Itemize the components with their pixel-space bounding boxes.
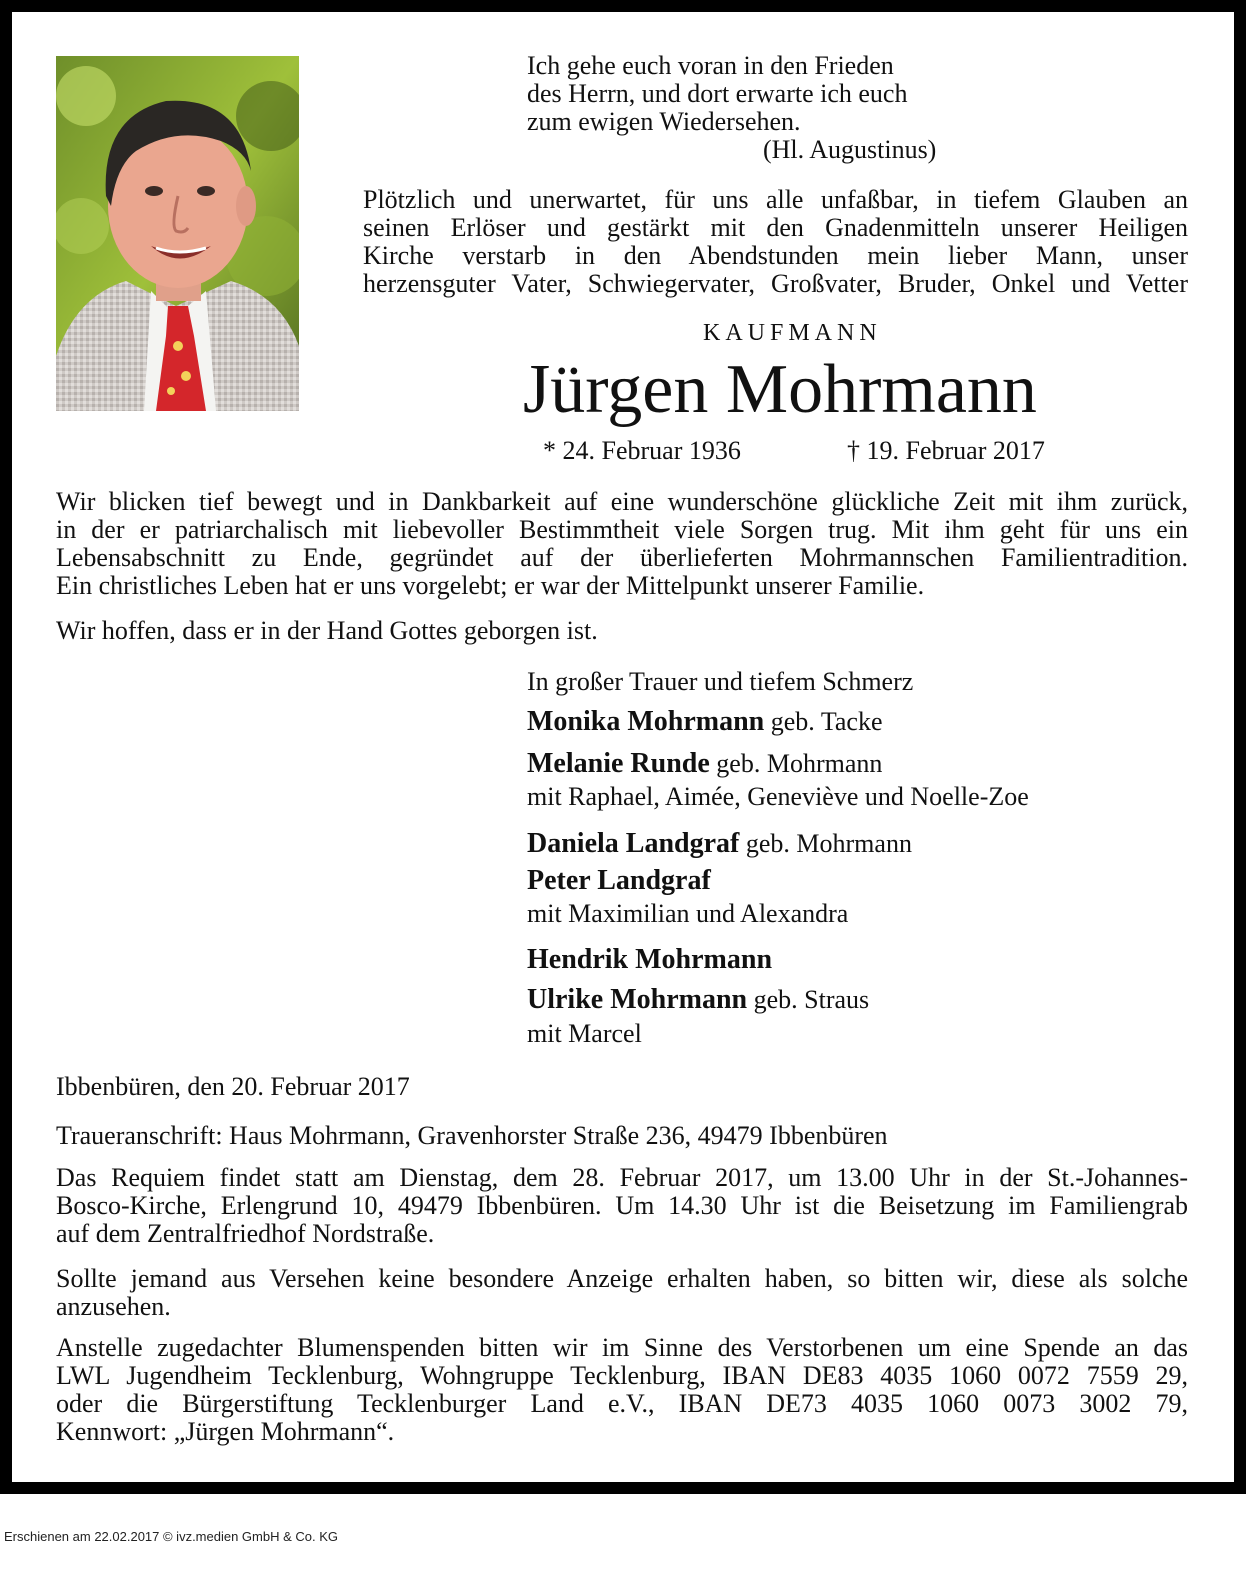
death-date: † 19. Februar 2017 [847,436,1045,465]
quote-line: des Herrn, und dort erwarte ich euch [527,79,908,108]
donation-line: LWL Jugendheim Tecklenburg, Wohngruppe Tecklenburg, IBAN DE83 4035 1060 0072 7559 29, [56,1361,1188,1390]
deceased-name: Jürgen Mohrmann [523,351,1037,428]
mourner-entry [527,946,772,974]
notice-paragraph [56,1265,1188,1321]
tribute-line: in der er patriarchalisch mit liebevoller Bestimmtheit viele Sorgen trug. Mit ihm geht für uns ein [56,515,1188,544]
donation-line: Kennwort: „Jürgen Mohrmann“. [56,1417,395,1446]
mourners-heading: In großer Trauer und tiefem Schmerz [527,667,914,696]
intro-paragraph [363,186,1188,298]
intro-line: Kirche verstarb in den Abendstunden mein lieber Mann, unser [363,241,1188,270]
mourner-note: mit Raphael, Aimée, Geneviève und Noelle-Zoe [527,782,1029,811]
requiem-line: Bosco-Kirche, Erlengrund 10, 49479 Ibbenbüren. Um 14.30 Uhr ist die Beisetzung im Familiengrab [56,1191,1188,1220]
mourner-name: Monika Mohrmann [527,706,765,737]
mourner-name: Daniela Landgraf [527,828,740,859]
mourner-suffix: geb. Mohrmann [709,749,883,778]
tribute-line: Wir blicken tief bewegt und in Dankbarkeit auf eine wunderschöne glückliche Zeit mit ihm zurück, [56,487,1188,516]
birth-date: * 24. Februar 1936 [543,436,741,465]
mourner-entry [527,867,711,895]
donation-paragraph [56,1334,1188,1446]
notice-line: anzusehen. [56,1292,171,1321]
portrait-photo [56,56,299,411]
requiem-paragraph [56,1164,1188,1248]
mourner-name: Peter Landgraf [527,865,711,896]
mourner-entry [527,750,882,778]
profession: KAUFMANN [703,320,882,346]
donation-line: Anstelle zugedachter Blumenspenden bitten wir im Sinne des Verstorbenen um eine Spende an das [56,1333,1188,1362]
mourner-suffix: geb. Tacke [764,707,883,736]
tribute-line: Ein christliches Leben hat er uns vorgelebt; er war der Mittelpunkt unserer Familie. [56,571,925,600]
quote-block [527,52,936,164]
mourner-suffix: geb. Mohrmann [739,829,912,858]
place-date: Ibbenbüren, den 20. Februar 2017 [56,1072,410,1101]
mourner-entry [527,708,883,736]
mourner-name: Ulrike Mohrmann [527,984,748,1015]
quote-line: zum ewigen Wiedersehen. [527,107,801,136]
intro-line: herzensguter Vater, Schwiegervater, Großvater, Bruder, Onkel und Vetter [363,269,1188,298]
requiem-line: Das Requiem findet statt am Dienstag, dem 28. Februar 2017, um 13.00 Uhr in der St.-Johannes- [56,1163,1188,1192]
mourner-name: Hendrik Mohrmann [527,944,773,975]
mourner-note: mit Marcel [527,1019,642,1048]
requiem-line: auf dem Zentralfriedhof Nordstraße. [56,1219,435,1248]
publication-credit: Erschienen am 22.02.2017 © ivz.medien GmbH & Co. KG [4,1529,339,1544]
mourner-note: mit Maximilian und Alexandra [527,899,849,928]
quote-attribution: (Hl. Augustinus) [763,135,937,164]
notice-line: Sollte jemand aus Versehen keine besondere Anzeige erhalten haben, so bitten wir, diese als solche [56,1264,1188,1293]
quote-line: Ich gehe euch voran in den Frieden [527,51,894,80]
mourner-entry [527,986,869,1014]
mourner-entry [527,830,912,858]
donation-line: oder die Bürgerstiftung Tecklenburger Land e.V., IBAN DE73 4035 1060 0073 3002 79, [56,1389,1188,1418]
intro-line: Plötzlich und unerwartet, für uns alle unfaßbar, in tiefem Glauben an [363,185,1188,214]
tribute-line: Lebensabschnitt zu Ende, gegründet auf der überlieferten Mohrmannschen Familientradition. [56,543,1188,572]
hope-line: Wir hoffen, dass er in der Hand Gottes geborgen ist. [56,616,598,645]
tribute-paragraph [56,488,1188,600]
intro-line: seinen Erlöser und gestärkt mit den Gnadenmitteln unserer Heiligen [363,213,1188,242]
mourner-suffix: geb. Straus [747,985,870,1014]
mourning-address: Traueranschrift: Haus Mohrmann, Gravenhorster Straße 236, 49479 Ibbenbüren [56,1121,888,1150]
mourner-name: Melanie Runde [527,748,710,779]
